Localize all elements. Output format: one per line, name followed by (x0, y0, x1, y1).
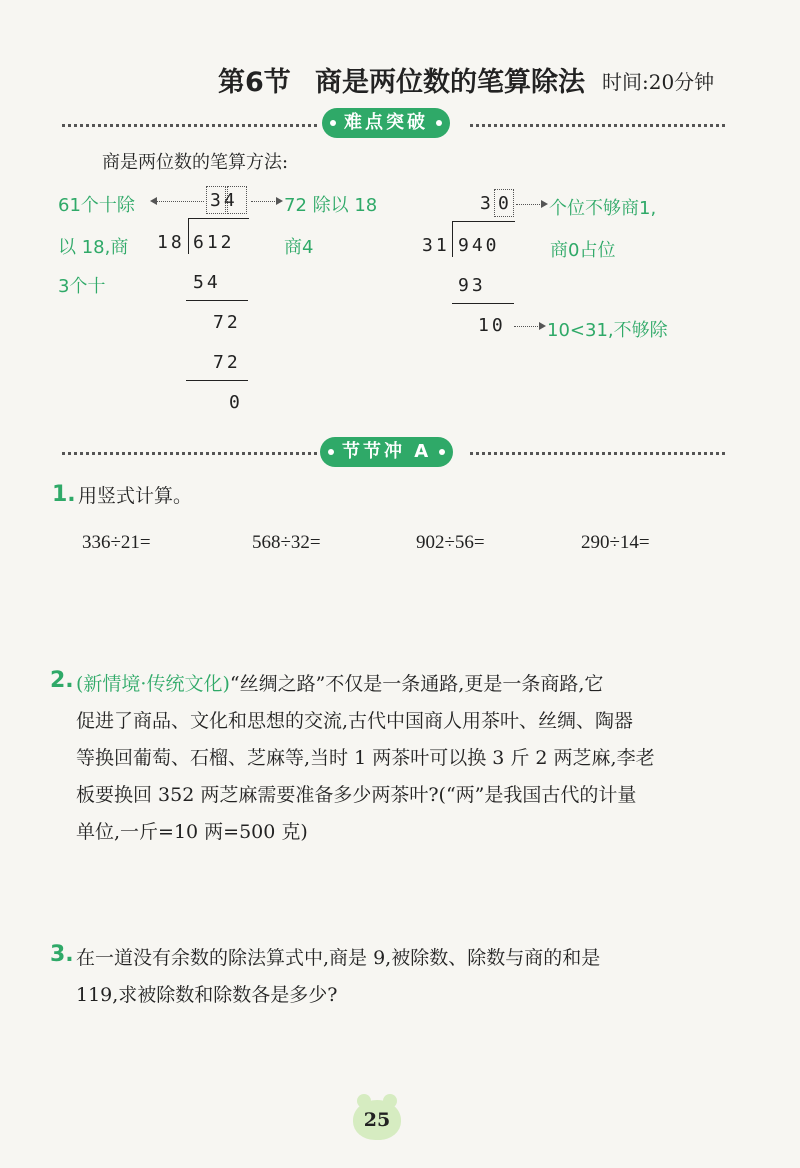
note-div-by-18: 以 18,商 (58, 237, 129, 258)
right-remainder: 10 (478, 315, 506, 336)
right-rule-1 (452, 303, 514, 304)
question-2-line-1: “丝绸之路”不仅是一条通路,更是一条商路,它 (229, 673, 604, 695)
note-less-than: 10<31,不够除 (547, 320, 668, 341)
right-step-1: 93 (458, 275, 486, 296)
note-72-div-18: 72 除以 18 (284, 195, 378, 216)
left-bracket-top (189, 218, 249, 219)
expression-3: 902÷56= (416, 532, 485, 553)
left-quotient: 34 (210, 190, 238, 211)
section-number: 第6节 (218, 67, 291, 98)
question-3-text (76, 940, 726, 1014)
question-2-tag: (新情境·传统文化) (76, 673, 230, 695)
question-2-line-5: 单位,一斤=10 两=500 克) (76, 821, 308, 843)
note-61-tens: 61个十除 (58, 195, 135, 216)
expression-4: 290÷14= (581, 532, 650, 553)
question-2-line-4: 板要换回 352 两芝麻需要准备多少两茶叶?(“两”是我国古代的计量 (76, 784, 637, 806)
expression-2: 568÷32= (252, 532, 321, 553)
arrow-left-1 (152, 201, 204, 202)
question-1-text: 用竖式计算。 (78, 485, 193, 507)
question-3-number: 3. (50, 942, 74, 967)
method-label: 商是两位数的笔算方法: (102, 152, 289, 173)
note-3-tens: 3个十 (58, 276, 106, 297)
left-step-2: 72 (213, 312, 241, 333)
time-limit: 时间:20分钟 (602, 70, 715, 94)
question-2-text (76, 666, 726, 851)
left-rule-2 (186, 380, 248, 381)
expression-1: 336÷21= (82, 532, 151, 553)
left-step-4: 0 (229, 392, 243, 413)
divider-dots-right (470, 124, 725, 127)
banner-level-a: 节节冲 A (320, 437, 453, 467)
question-2-line-2: 促进了商品、文化和思想的交流,古代中国商人用茶叶、丝绸、陶器 (76, 710, 634, 732)
divider-dots-left-2 (62, 452, 317, 455)
right-bracket-top (453, 221, 515, 222)
left-dividend: 612 (193, 232, 235, 253)
note-quotient-4: 商4 (284, 237, 314, 258)
arrow-right-3 (514, 326, 544, 327)
question-3-line-2: 119,求被除数和除数各是多少? (76, 984, 338, 1006)
question-2-line-3: 等换回葡萄、石榴、芝麻等,当时 1 两茶叶可以换 3 斤 2 两芝麻,李老 (76, 747, 655, 769)
arrow-right-2 (516, 204, 546, 205)
left-divisor: 18 (157, 232, 185, 253)
question-1-number: 1. (52, 482, 76, 507)
section-title: 商是两位数的笔算除法 (315, 67, 585, 98)
right-divisor: 31 (422, 235, 450, 256)
right-quotient-0: 0 (498, 193, 512, 214)
left-step-3: 72 (213, 352, 241, 373)
divider-dots-left (62, 124, 317, 127)
left-step-1: 54 (193, 272, 221, 293)
banner-difficulty: 难点突破 (322, 108, 450, 138)
note-zero-placeholder: 商0占位 (550, 240, 616, 261)
question-3-line-1: 在一道没有余数的除法算式中,商是 9,被除数、除数与商的和是 (76, 947, 601, 969)
divider-dots-right-2 (470, 452, 725, 455)
right-bracket-side (452, 221, 453, 257)
page-number: 25 (353, 1100, 401, 1140)
question-2-number: 2. (50, 668, 74, 693)
right-quotient-3: 3 (480, 193, 494, 214)
right-dividend: 940 (458, 235, 500, 256)
left-rule-1 (186, 300, 248, 301)
note-not-enough-1: 个位不够商1, (549, 198, 657, 219)
arrow-right-1 (251, 201, 281, 202)
left-bracket-side (188, 218, 189, 254)
